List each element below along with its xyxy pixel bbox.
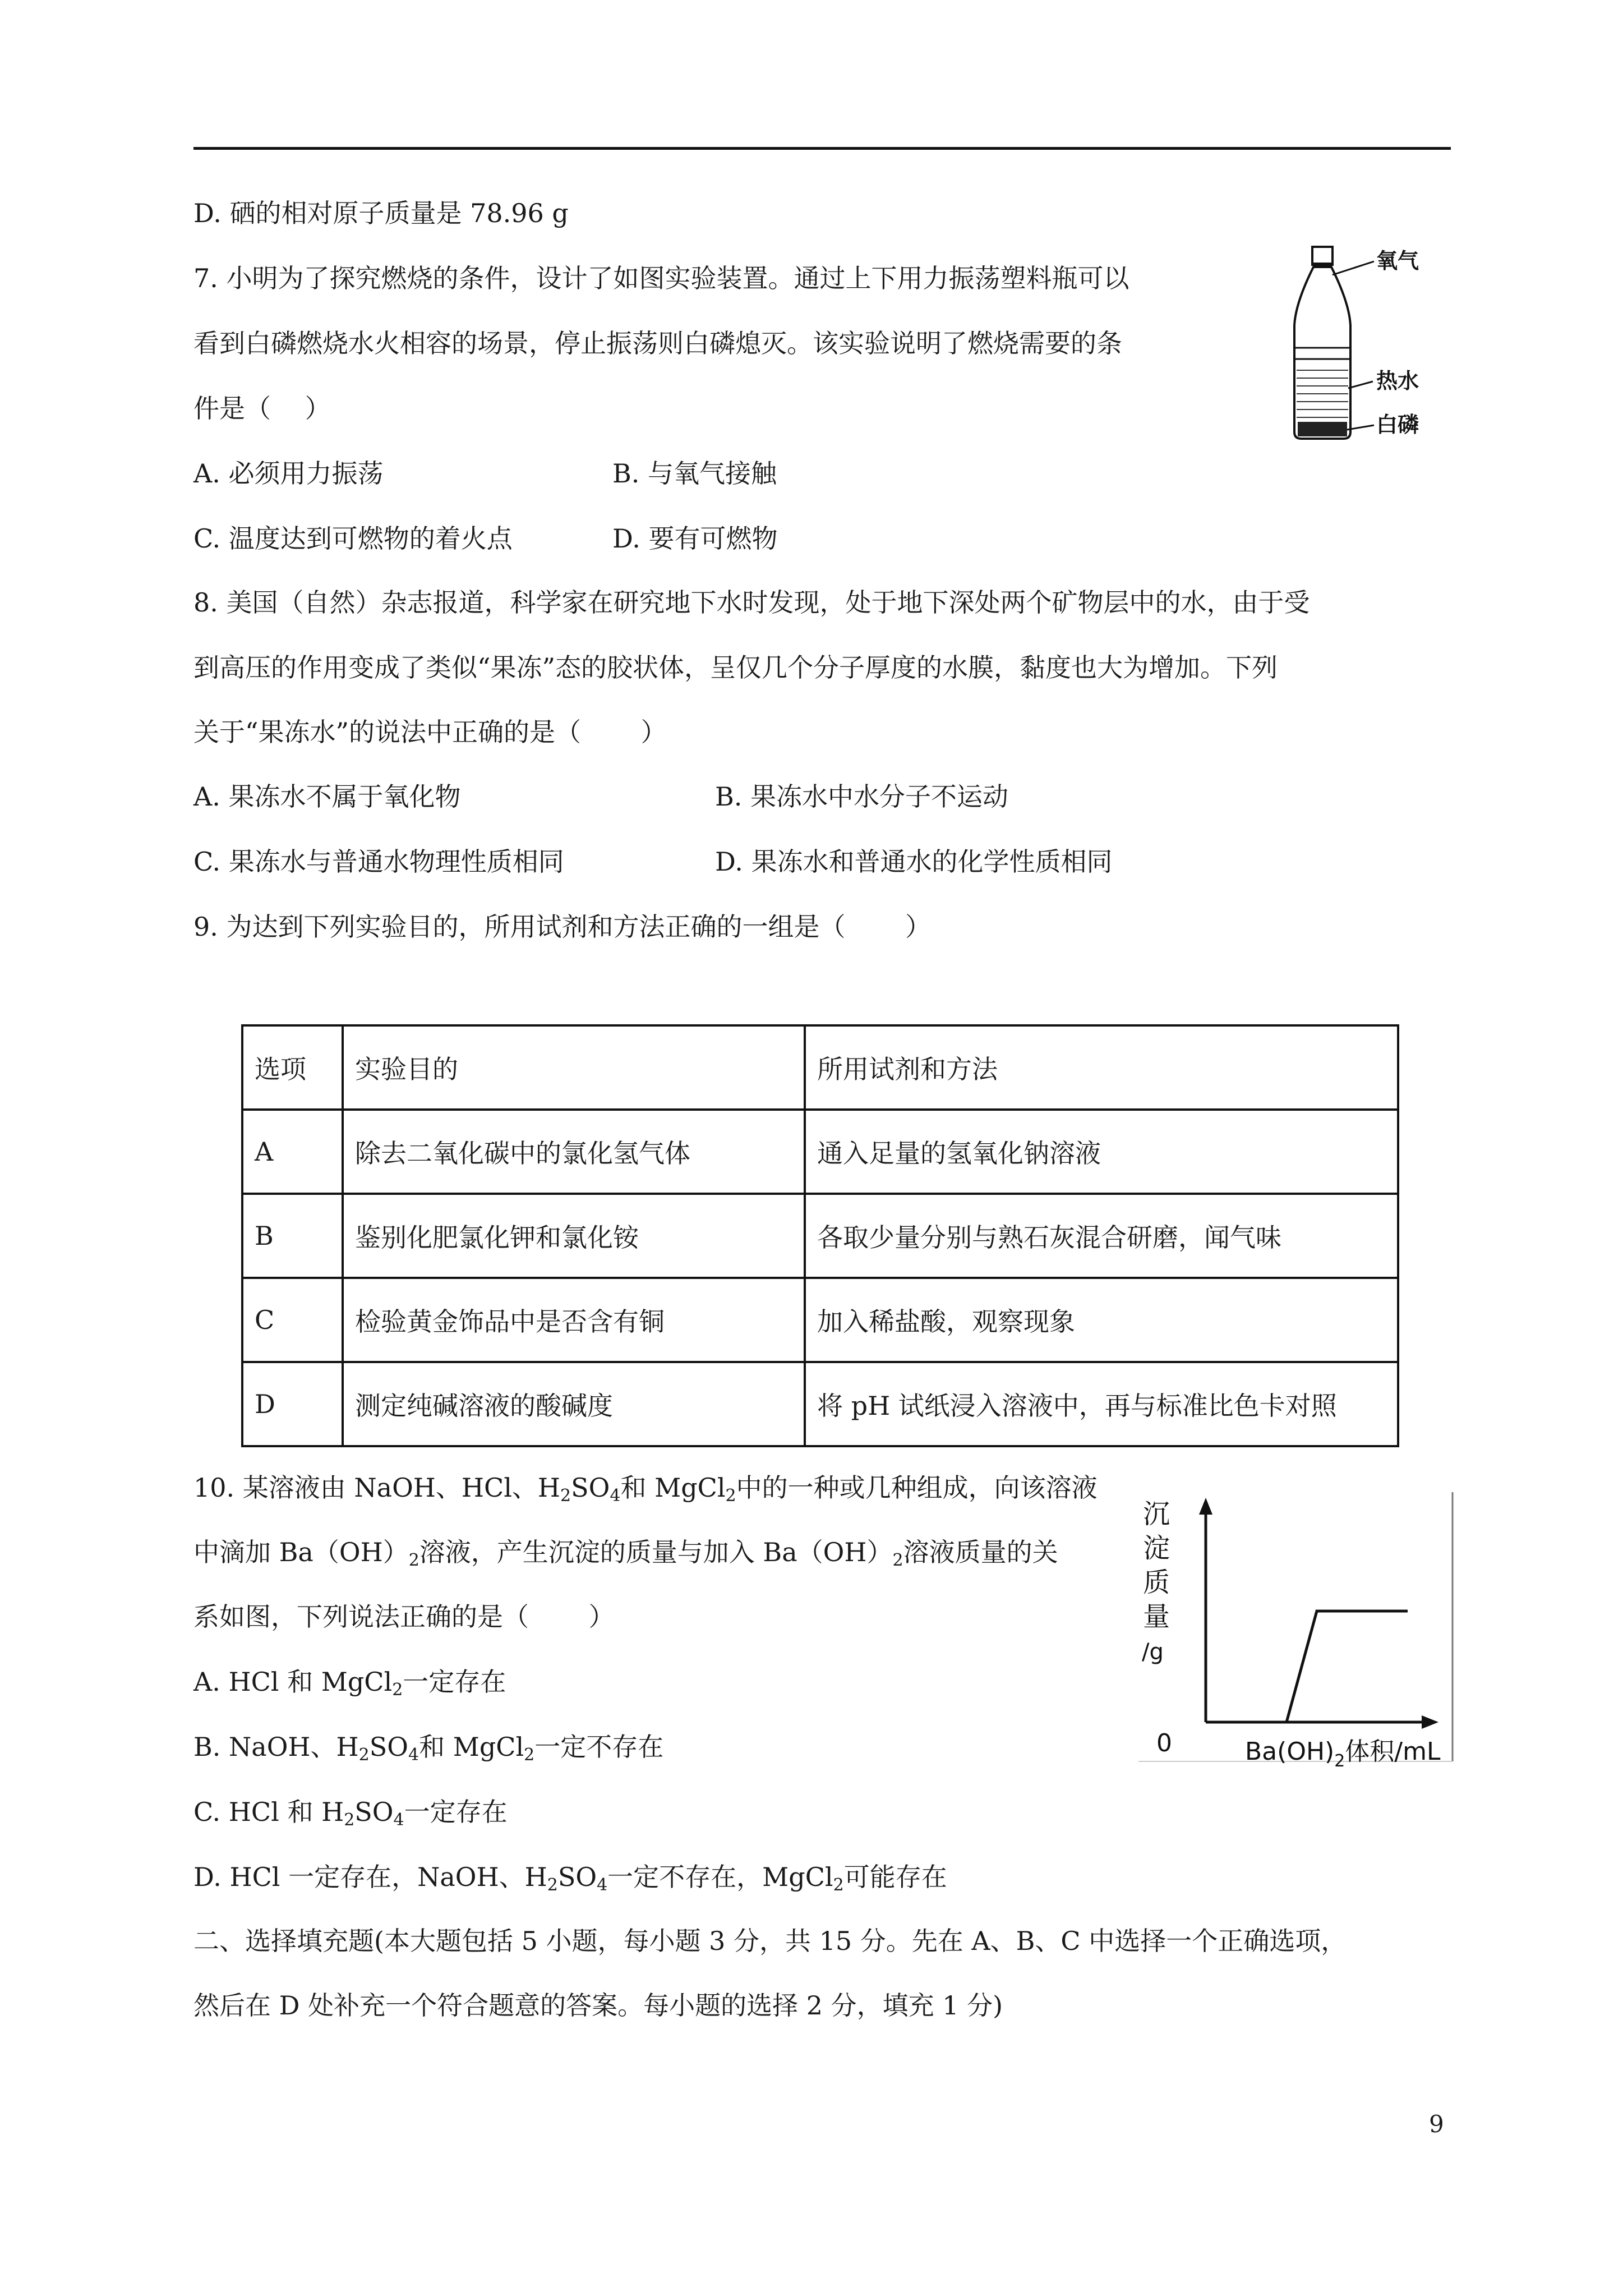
row-purpose: 除去二氧化碳中的氯化氢气体 [343,1110,805,1194]
y-axis-label-char: 量 [1143,1601,1170,1632]
page-number: 9 [1429,2110,1444,2138]
q7-option-b: B. 与氧气接触 [612,458,777,489]
row-option: D [242,1362,343,1446]
q10-stem-line3: 系如图，下列说法正确的是（ ） [193,1602,615,1632]
q7-option-d: D. 要有可燃物 [612,523,778,554]
row-method: 加入稀盐酸，观察现象 [805,1278,1398,1362]
q8-stem-line2: 到高压的作用变成了类似“果冻”态的胶状体，呈仅几个分子厚度的水膜，黏度也大为增加。下列 [193,652,1278,683]
q7-option-a: A. 必须用力振荡 [193,458,384,489]
q7-bottle-figure [1273,241,1441,454]
x-axis-arrow [1422,1715,1438,1729]
label-white-phosphorus: 白磷 [1376,412,1419,437]
row-purpose: 鉴别化肥氯化钾和氯化铵 [343,1194,805,1278]
y-axis-label-char: 质 [1143,1567,1170,1598]
q8-option-b: B. 果冻水中水分子不运动 [715,781,1009,812]
row-method: 各取少量分别与熟石灰混合研磨，闻气味 [805,1194,1398,1278]
row-purpose: 测定纯碱溶液的酸碱度 [343,1362,805,1446]
q8-option-d: D. 果冻水和普通水的化学性质相同 [715,846,1113,877]
table-header-row [242,1025,1398,1110]
q7-stem-line1: 7. 小明为了探究燃烧的条件，设计了如图实验装置。通过上下用力振荡塑料瓶可以 [193,263,1129,293]
x-axis-label: $Ba(OH)_2$体积/mL [1245,1737,1441,1771]
row-option: A [242,1110,343,1194]
q7-option-c: C. 温度达到可燃物的着火点 [193,523,513,554]
section2-heading-line2: 然后在 D 处补充一个符合题意的答案。每小题的选择 2 分，填充 1 分) [193,1990,1003,2021]
q8-stem-line1: 8. 美国（自然）杂志报道，科学家在研究地下水时发现，处于地下深处两个矿物层中的水，由于受 [193,587,1310,618]
q10-option-c: C. HCl 和 $H_2SO_4$一定存在 [193,1797,508,1830]
y-axis-label-char: 沉 [1143,1498,1170,1530]
q10-stem-line1: 10. 某溶液由 NaOH、HCl、$H_2SO_4$和 MgCl$_2$中的一种或几种组成，向该溶液 [193,1473,1098,1506]
header-option: 选项 [242,1025,343,1110]
q8-option-c: C. 果冻水与普通水物理性质相同 [193,846,564,877]
q8-stem-line3: 关于“果冻水”的说法中正确的是（ ） [193,717,667,747]
q6-option-d: D. 硒的相对原子质量是 78.96 g [193,198,569,228]
row-purpose: 检验黄金饰品中是否含有铜 [343,1278,805,1362]
label-hot-water: 热水 [1376,369,1419,393]
table-row [242,1362,1398,1446]
origin-label: 0 [1156,1729,1172,1757]
table-row [242,1278,1398,1362]
table-row [242,1110,1398,1194]
q7-stem-line3: 件是（ ） [193,393,331,424]
q8-option-a: A. 果冻水不属于氧化物 [193,781,461,812]
q10-option-a: A. HCl 和 MgCl$_2$一定存在 [193,1667,506,1700]
y-axis-label-char: /g [1142,1639,1164,1665]
q7-stem-line2: 看到白磷燃烧水火相容的场景，停止振荡则白磷熄灭。该实验说明了燃烧需要的条 [193,328,1122,358]
row-method: 将 pH 试纸浸入溶液中，再与标准比色卡对照 [805,1362,1398,1446]
q10-stem-line2: 中滴加 $Ba(OH)_2$溶液，产生沉淀的质量与加入 $Ba(OH)_2$溶液质量的关 [193,1537,1058,1570]
y-axis-label-char: 淀 [1143,1533,1170,1564]
q9-table [241,1024,1399,1447]
header-method: 所用试剂和方法 [805,1025,1398,1110]
label-oxygen: 氧气 [1376,249,1419,273]
precipitate-curve [1206,1611,1408,1722]
q9-stem: 9. 为达到下列实验目的，所用试剂和方法正确的一组是（ ） [193,912,932,942]
table-row [242,1194,1398,1278]
header-purpose: 实验目的 [343,1025,805,1110]
q10-precipitate-chart [1127,1481,1464,1773]
section2-heading-line1: 二、选择填充题(本大题包括 5 小题，每小题 3 分，共 15 分。先在 A、B、C 中选择一个正确选项， [193,1926,1347,1956]
row-option: B [242,1194,343,1278]
header-rule [193,147,1451,150]
q10-option-b: B. NaOH、$H_2SO_4$和 MgCl$_2$一定不存在 [193,1732,664,1765]
row-method: 通入足量的氢氧化钠溶液 [805,1110,1398,1194]
q10-option-d: D. HCl 一定存在，NaOH、$H_2SO_4$一定不存在，MgCl$_2$可能存在 [193,1862,947,1895]
y-axis-arrow [1199,1498,1212,1515]
row-option: C [242,1278,343,1362]
